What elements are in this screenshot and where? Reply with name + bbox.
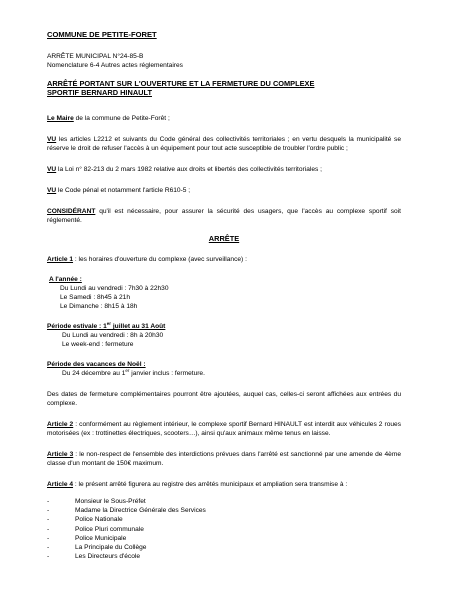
noel-schedule <box>47 360 401 378</box>
annee-schedule <box>47 275 401 311</box>
list-item <box>47 506 401 515</box>
vu-text: la Loi n° 82-213 du 2 mars 1982 relative aux droits et libertés des collectivités territoriales ; <box>56 166 322 173</box>
recipient-name: Police Pluri communale <box>75 525 144 533</box>
recipient-name: Monsieur le Sous-Préfet <box>75 498 146 505</box>
list-item <box>47 543 401 552</box>
vu-text: les articles L2212 et suivants du Code général des collectivités territoriales ; en vertu desquels la municipalité se réserve le droit de refuser l'accès à un équipement pour tout acte susceptible de troubler l'ordre public ; <box>47 136 401 152</box>
considerant-paragraph <box>47 207 401 225</box>
vu-paragraph-2 <box>47 165 401 174</box>
vu-text: le Code pénal et notamment l'article R610-5 ; <box>56 187 191 194</box>
list-bullet: - <box>47 516 50 524</box>
considerant-text: qu'il est nécessaire, pour assurer la sécurité des usagers, que l'accès au complexe sportif soit réglementé. <box>47 208 401 224</box>
list-item <box>47 534 401 543</box>
arrete-number: ARRÊTE MUNICIPAL N°24-85-B <box>47 53 144 60</box>
document-title <box>47 79 401 97</box>
list-item <box>47 497 401 506</box>
schedule-line: Le Samedi : 8h45 à 21h <box>60 294 131 301</box>
article-text: : conformément au règlement intérieur, le complexe sportif Bernard HINAULT est interdit aux véhicules 2 roues motorisées (ex : trottinettes électriques, scooters…), ainsi qu'aux animaux même tenus en laisse. <box>47 421 401 437</box>
list-bullet: - <box>47 498 50 505</box>
recipient-name: Les Directeurs d'école <box>75 553 141 561</box>
schedule-line: Du Lundi au vendredi : 7h30 à 22h30 <box>60 285 169 292</box>
schedule-line: Du 24 décembre au 1er janvier inclus : fermeture. <box>62 367 205 377</box>
recipient-list <box>47 497 401 561</box>
estivale-heading: Période estivale : 1er juillet au 31 Août <box>47 320 166 330</box>
article-label: Article 1 <box>47 256 74 263</box>
list-item <box>47 525 401 534</box>
document-page <box>47 30 401 561</box>
article-1 <box>47 255 401 264</box>
article-label: Article 4 <box>47 481 74 488</box>
title-line-1: ARRÊTÉ PORTANT SUR L'OUVERTURE ET LA FERMETURE DU COMPLEXE <box>47 79 315 88</box>
maire-label: Le Maire <box>47 115 74 122</box>
article-text: : le non-respect de l'ensemble des interdictions prévues dans l'arrêté est sanctionné par une amende de 4ème classe d'un montant de 150€ maximum. <box>47 451 401 467</box>
list-bullet: - <box>47 534 50 542</box>
commune-heading: COMMUNE DE PETITE-FORET <box>47 30 157 39</box>
schedule-line: Du Lundi au vendredi : 8h à 20h30 <box>62 332 164 339</box>
list-bullet: - <box>47 525 50 533</box>
estivale-schedule <box>47 322 401 349</box>
vu-paragraph-3 <box>47 186 401 195</box>
schedule-line: Le Dimanche : 8h15 à 18h <box>60 303 138 310</box>
article-text: : le présent arrêté figurera au registre des arrêtés municipaux et ampliation sera transmise à : <box>73 481 348 488</box>
maire-text: de la commune de Petite-Forêt ; <box>73 115 170 122</box>
article-3 <box>47 450 401 468</box>
list-bullet: - <box>47 543 50 551</box>
recipient-name: Madame la Directrice Générale des Services <box>75 507 206 515</box>
list-item <box>47 515 401 524</box>
list-bullet: - <box>47 507 50 515</box>
arrete-heading: ARRÊTE <box>208 234 240 243</box>
article-text: : les horaires d'ouverture du complexe (avec surveillance) : <box>73 256 247 263</box>
article-label: Article 2 <box>47 421 74 428</box>
article-4 <box>47 480 401 489</box>
noel-heading: Période des vacances de Noël : <box>47 361 146 368</box>
vu-label: VU <box>47 136 57 143</box>
annee-heading: A l'année : <box>49 276 82 283</box>
recipient-name: Police Nationale <box>75 516 123 524</box>
nomenclature-line: Nomenclature 6-4 Autres actes réglementaires <box>47 62 183 69</box>
title-line-2: SPORTIF BERNARD HINAULT <box>47 88 152 97</box>
article-2 <box>47 420 401 438</box>
recipient-name: La Principale du Collège <box>75 543 147 551</box>
complement-paragraph: Des dates de fermeture complémentaires pourront être ajoutées, auquel cas, celles-ci seront affichées aux entrées du complexe. <box>47 391 401 407</box>
maire-paragraph <box>47 114 401 123</box>
schedule-line: Le week-end : fermeture <box>62 341 134 348</box>
article-label: Article 3 <box>47 451 74 458</box>
considerant-label: CONSIDÉRANT <box>47 208 96 215</box>
list-bullet: - <box>47 553 50 561</box>
vu-paragraph-1 <box>47 135 401 153</box>
list-item <box>47 552 401 561</box>
vu-label: VU <box>47 187 57 194</box>
arrete-reference <box>47 52 401 70</box>
recipient-name: Police Municipale <box>75 534 127 542</box>
vu-label: VU <box>47 166 57 173</box>
